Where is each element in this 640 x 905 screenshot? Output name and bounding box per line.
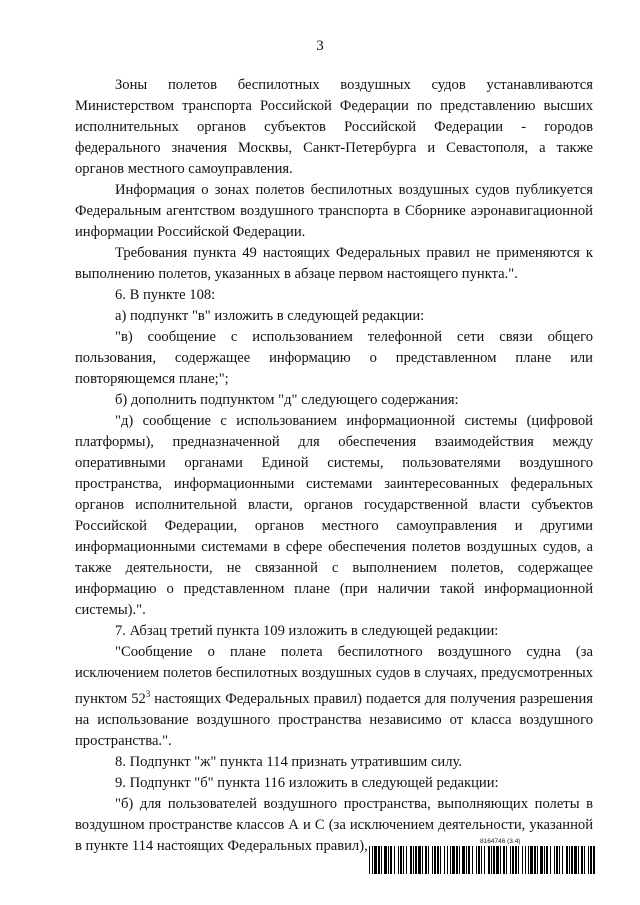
paragraph-item-8: 8. Подпункт "ж" пункта 114 признать утратившим силу. — [115, 753, 462, 770]
paragraph-zones-published: Информация о зонах полетов беспилотных воздушных судов публикуется Федеральным агентством воздушного транспорта в Сборнике аэронавигационной информации Российской Федерации. — [75, 182, 593, 240]
document-code: 8164746 (3.4) — [480, 838, 521, 845]
paragraph-requirements-49: Требования пункта 49 настоящих Федеральных правил не применяются к выполнению полетов, указанных в абзаце первом настоящего пункта.". — [75, 245, 593, 282]
paragraph-quote-v: "в) сообщение с использованием телефонной сети связи общего пользования, содержащее информацию о представленном плане или повторяющемся плане;"; — [75, 329, 593, 387]
paragraph-zones-established: Зоны полетов беспилотных воздушных судов устанавливаются Министерством транспорта Российской Федерации по представлению высших исполнительных органов субъектов Российской Федерации - городов федерального значения Москвы, Санкт-Петербурга и Севастополя, а также органов местного самоуправления. — [75, 77, 593, 177]
page-number: 3 — [316, 38, 324, 54]
document-body — [75, 75, 593, 857]
paragraph-item-6: 6. В пункте 108: — [115, 287, 216, 303]
paragraph-item-7: 7. Абзац третий пункта 109 изложить в следующей редакции: — [115, 623, 499, 639]
superscript-3: 3 — [145, 689, 151, 699]
paragraph-quote-message-before: "Сообщение о плане полета беспилотного воздушного судна (за исключением полетов беспилотных воздушных судов в случаях, предусмотренных пунктом 52 — [75, 644, 593, 707]
paragraph-subitem-b: б) дополнить подпунктом "д" следующего содержания: — [115, 392, 459, 408]
paragraph-item-9: 9. Подпункт "б" пункта 116 изложить в следующей редакции: — [115, 774, 499, 791]
paragraph-quote-message — [75, 642, 593, 752]
paragraph-subitem-a: а) подпункт "в" изложить в следующей редакции: — [115, 308, 425, 324]
paragraph-quote-b: "б) для пользователей воздушного пространства, выполняющих полеты в воздушном пространстве классов А и С (за исключением деятельности, указанной в пункте 114 настоящих Федеральных правил), — [75, 795, 593, 854]
paragraph-quote-d: "д) сообщение с использованием информационной системы (цифровой платформы), предназначенной для обеспечения взаимодействия между оперативными органами Единой системы, пользователями воздушного пространства, информационными системами заинтересованных федеральных органов исполнительной власти, органов государственной власти субъектов Российской Федерации, органов местного самоуправления и другими информационными системами в сфере обеспечения полетов воздушных судов, а также деятельности, не связанной с выполнением полетов, содержащее информацию о представленном плане (при наличии такой информационной системы).". — [75, 413, 593, 618]
paragraph-quote-message-after: настоящих Федеральных правил) подается для получения разрешения на использование воздушного пространства независимо от класса воздушного пространства.". — [75, 690, 594, 749]
barcode — [369, 846, 595, 874]
